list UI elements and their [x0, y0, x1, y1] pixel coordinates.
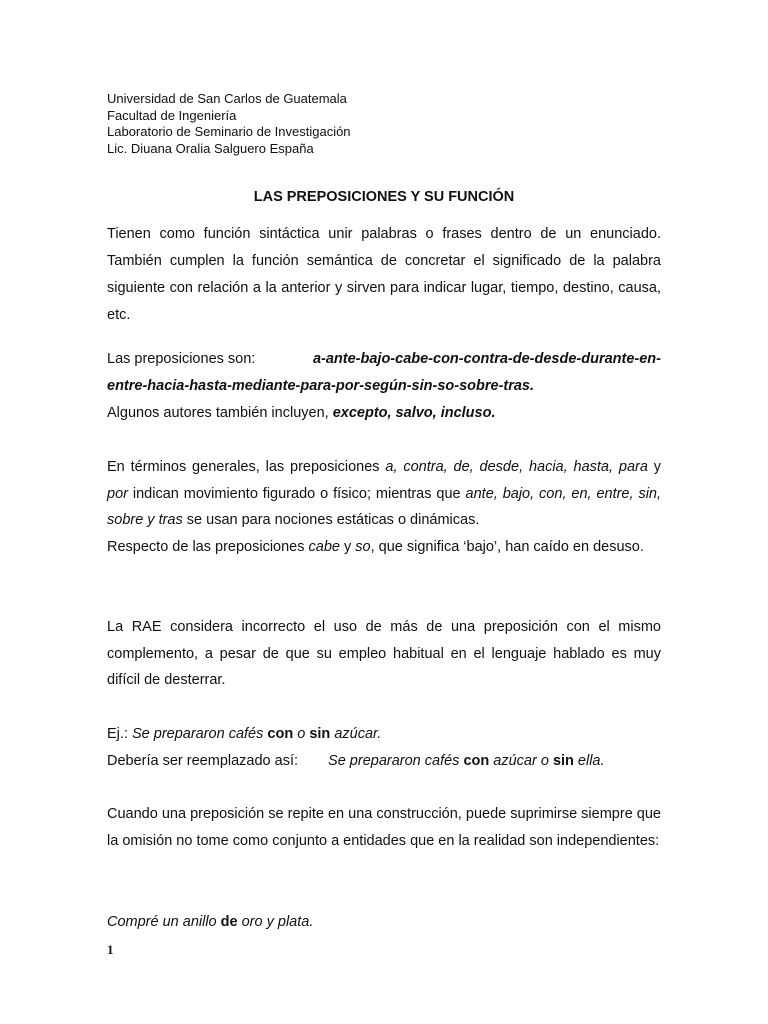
example-2-sentence-1: Se prepararon cafés: [328, 753, 460, 769]
prepositions-list-part2: entre-hacia-hasta-mediante-para-por-según-sin-so-sobre-tras.: [107, 378, 535, 394]
prepositions-list-part1: a-ante-bajo-cabe-con-contra-de-desde-durante-en-: [312, 351, 661, 367]
header-laboratory: Laboratorio de Seminario de Investigación: [107, 124, 351, 139]
example-2: [107, 751, 661, 771]
example-1-bold-2: sin: [309, 726, 331, 742]
document-header: [107, 91, 351, 157]
document-title: LAS PREPOSICIONES Y SU FUNCIÓN: [253, 189, 515, 205]
general-terms-text-1: En términos generales, las preposiciones: [107, 459, 380, 475]
cabe-so-italic-2: so: [355, 539, 371, 555]
example-1-sentence-1: Se prepararon cafés: [131, 726, 264, 742]
example-2-sentence-3: ella.: [577, 753, 605, 769]
example-1-label: Ej.:: [107, 726, 128, 742]
paragraph-function: Tienen como función sintáctica unir palabras o frases dentro de un enunciado. También cumplen la función semántica de concretar el significado de la palabra siguiente con relación a la anterior y sirven para indicar lugar, tiempo, destino, causa, etc.: [107, 226, 661, 323]
example-2-label: Debería ser reemplazado así:: [107, 753, 299, 769]
example-2-sentence-2: azúcar o: [493, 753, 549, 769]
example-2-bold-2: sin: [552, 753, 574, 769]
prepositions-lead: Las preposiciones son:: [107, 351, 256, 367]
cabe-so-italic-1: cabe: [308, 539, 340, 555]
general-terms-text-3: indican movimiento figurado o físico; mientras que: [132, 485, 461, 502]
example-1-sentence-2: o: [297, 726, 306, 742]
general-terms-text-2: y: [653, 459, 662, 475]
example-3-bold-1: de: [220, 914, 238, 930]
paragraph-rae: La RAE considera incorrecto el uso de más de una preposición con el mismo complemento, a pesar de que su empleo habitual en el lenguaje hablado es muy difícil de desterrar.: [107, 619, 661, 688]
cabe-so-text-2: y: [344, 539, 352, 555]
example-3-sentence-1: Compré un anillo: [107, 914, 217, 930]
paragraph-suppression: Cuando una preposición se repite en una construcción, puede suprimirse siempre que la omisión no tome como conjunto a entidades que en la realidad son independientes:: [107, 806, 661, 849]
prepositions-extra-text: Algunos autores también incluyen,: [107, 405, 329, 421]
prepositions-extra-line: [107, 400, 661, 427]
header-instructor: Lic. Diuana Oralia Salguero España: [107, 140, 314, 156]
general-terms-italic-3: ante, bajo, con, en, entre, sin, sobre y tras: [107, 485, 662, 528]
paragraph-prepositions-list: [107, 346, 661, 427]
cabe-so-text-3: , que significa ‘bajo’, han caído en desuso.: [370, 539, 644, 555]
general-terms-text-4: se usan para nociones estáticas o dinámicas.: [186, 512, 480, 528]
prepositions-extra-list: excepto, salvo, incluso.: [332, 405, 496, 421]
general-terms-italic-1: a, contra, de, desde, hacia, hasta, para: [385, 459, 648, 475]
example-3-sentence-2: oro y plata.: [241, 914, 314, 930]
cabe-so-text-1: Respecto de las preposiciones: [107, 539, 305, 555]
prepositions-list-row: [107, 346, 661, 373]
example-2-bold-1: con: [463, 753, 490, 769]
example-1-sentence-3: azúcar.: [334, 726, 382, 742]
header-university: Universidad de San Carlos de Guatemala: [107, 91, 347, 106]
example-1: [107, 724, 661, 744]
general-terms-italic-2: por: [107, 485, 128, 502]
header-faculty: Facultad de Ingeniería: [107, 107, 237, 123]
paragraph-cabe-so: [107, 534, 661, 561]
example-1-bold-1: con: [267, 726, 294, 742]
example-3: [107, 912, 661, 932]
page-number: 1: [107, 942, 114, 957]
paragraph-general-terms: [107, 454, 661, 534]
